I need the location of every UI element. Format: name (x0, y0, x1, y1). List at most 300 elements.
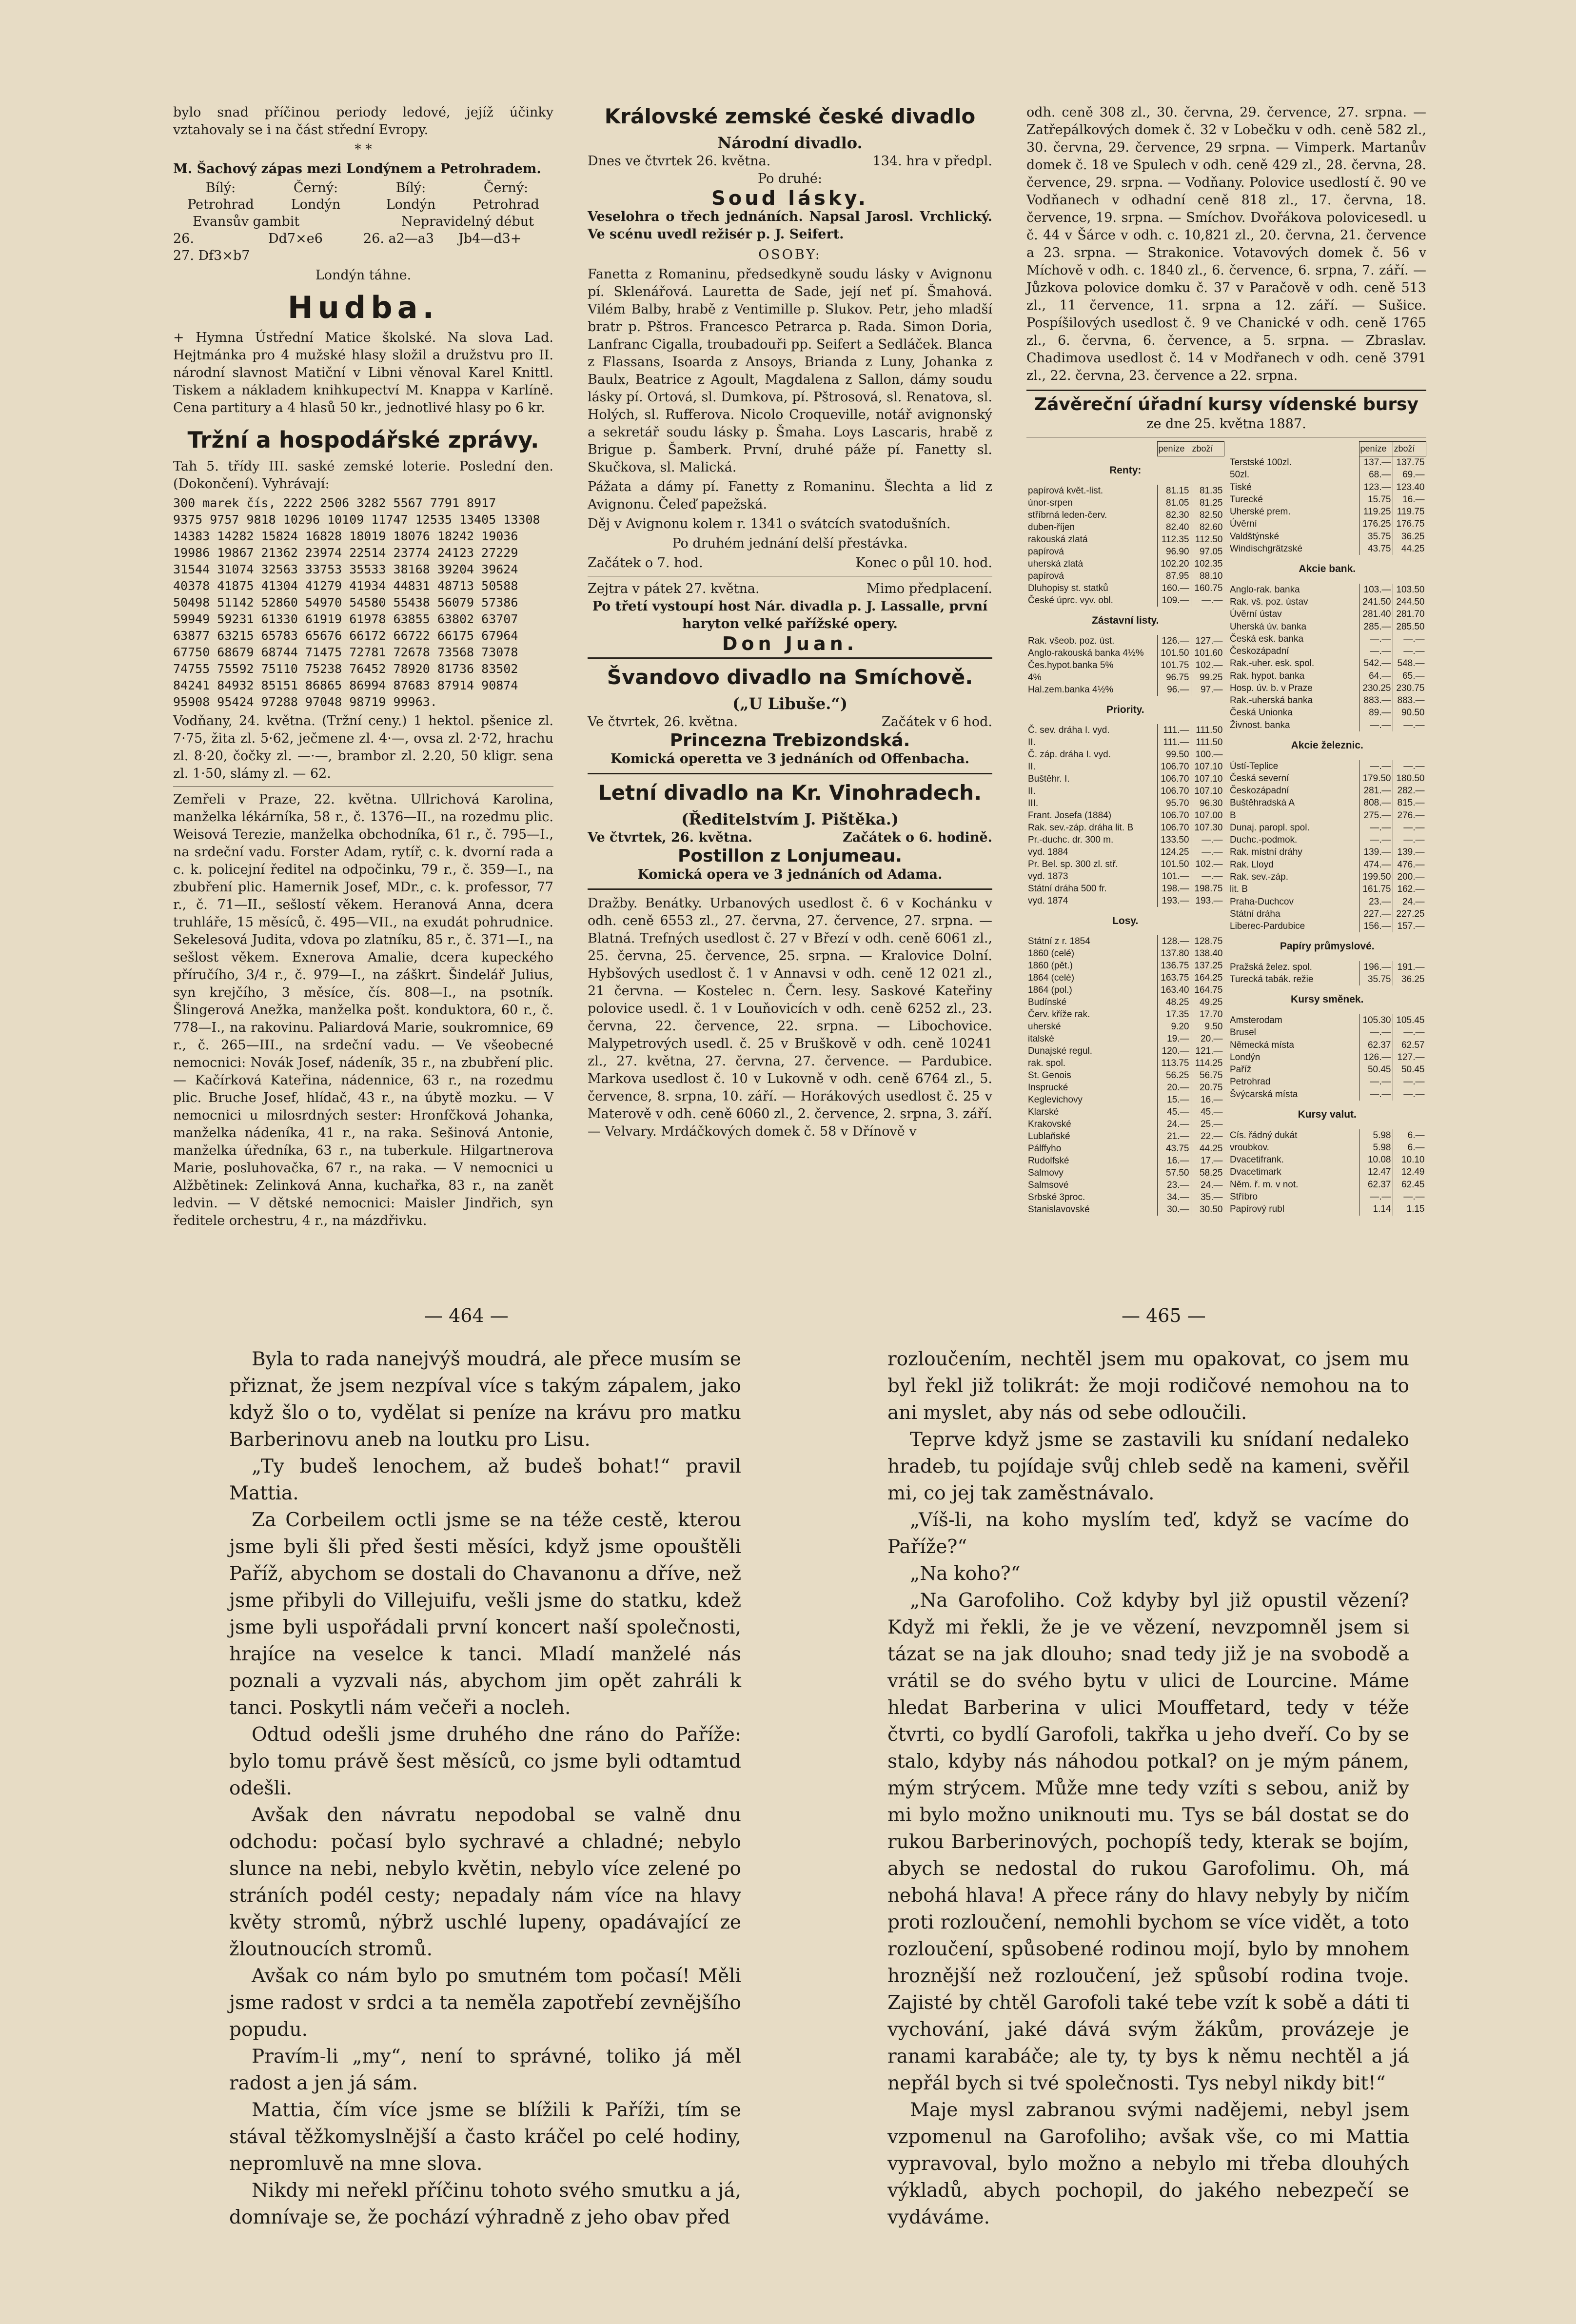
bursa-heading: Závěreční úřadní kursy vídenské bursy (1034, 394, 1418, 414)
table-row (1228, 1129, 1426, 1142)
table-row (1228, 518, 1426, 530)
price-goods: 123.40 (1393, 481, 1426, 493)
price-money: 81.05 (1157, 497, 1191, 509)
table-row (1026, 558, 1224, 570)
table-row (1026, 822, 1224, 834)
security-name: Rak. hypot. banka (1230, 670, 1305, 681)
osoby-list: Fanetta z Romaninu, předsedkyně soudu lásky v Avignonu pí. Sklenářová. Lauretta de Sade, její neť pí. Šmahová. Vilém Balby, hrabě z Ventimille p. Slukov. Petr, jeho mladší bratr p. Pštros. Francesco Petrarca p. Rada. Simon Doria, Lanfranc Cigalla, troubadouři pp. Seifert a Sedláček. Blanca z Flassans, Isoarda z Ansoys, Brianda z Luny, Johanka z Baulx, Beatrice z Agoult, Magdalena z Sallon, dámy soudu lásky pí. Ortová, sl. Dumkova, pí. Pštrosová, sl. Renatova, sl. Holých, sl. Rufferova. Nicolo Croqueville, notář avignonský a sekretář soudu lásky p. Šmaha. Loys Lascaris, hrabě z Brigue p. Šamberk. První, druhé páže pí. Fanetty sl. Skučkova, sl. Malická. (588, 267, 992, 475)
letni-date-row (588, 829, 992, 847)
price-money: 137.80 (1157, 947, 1191, 960)
price-money: 62.37 (1359, 1179, 1393, 1191)
table-row (1026, 960, 1224, 972)
security-name: Buštěhradská A (1230, 798, 1295, 808)
security-name: Německá místa (1230, 1040, 1294, 1050)
security-name: Rak.-uherská banka (1230, 695, 1313, 706)
table-row (1026, 647, 1224, 659)
security-name: Amsterodam (1230, 1015, 1282, 1026)
kral-second: Po druhé: (758, 171, 822, 186)
price-money: 883.— (1359, 694, 1393, 707)
price-goods: 62.45 (1393, 1179, 1426, 1191)
security-name: Turecké (1230, 494, 1263, 505)
price-goods: —.— (1393, 822, 1426, 834)
security-name: Uherské prem. (1230, 507, 1291, 517)
price-money: 68.— (1359, 469, 1393, 481)
chess-move-1: 26. (173, 231, 194, 246)
price-goods: 17.70 (1191, 1008, 1224, 1021)
price-goods: 137.25 (1191, 960, 1224, 972)
price-goods: 103.50 (1393, 584, 1426, 596)
security-name: Dvacetifrank. (1230, 1155, 1284, 1165)
price-goods: —.— (1393, 633, 1426, 645)
price-goods: 285.50 (1393, 621, 1426, 633)
security-name: Česká Unionka (1230, 708, 1293, 718)
security-name: Česká severní (1230, 773, 1289, 784)
security-name: duben-říjen (1028, 522, 1075, 532)
table-row (1228, 883, 1426, 895)
price-money: —.— (1359, 633, 1393, 645)
security-name: Stříbro (1230, 1191, 1258, 1202)
table-row (1026, 858, 1224, 870)
price-money: —.— (1359, 822, 1393, 834)
bursa-table-right (1228, 441, 1426, 1216)
price-goods: 139.— (1393, 846, 1426, 858)
table-row (1026, 1008, 1224, 1021)
price-goods: 193.— (1191, 895, 1224, 907)
price-money: —.— (1359, 1088, 1393, 1101)
security-name: 1864 (pol.) (1028, 985, 1072, 995)
security-name: Rak. sev.-záp. (1230, 871, 1289, 882)
table-row (1228, 481, 1426, 493)
price-money: 176.25 (1359, 518, 1393, 530)
price-money: 35.75 (1359, 531, 1393, 543)
price-money: —.— (1359, 645, 1393, 657)
table-corner (1228, 442, 1359, 456)
security-name: lit. B (1230, 884, 1248, 895)
security-name: uherská zlatá (1028, 559, 1084, 569)
svandovo-subheading: („U Libuše.“) (732, 694, 847, 713)
table-row (1228, 506, 1426, 518)
table-row (1026, 870, 1224, 883)
price-money: 111.— (1157, 724, 1191, 736)
table-row (1228, 846, 1426, 858)
price-money: 43.75 (1359, 543, 1393, 555)
price-goods: 107.00 (1191, 809, 1224, 822)
price-goods: 81.25 (1191, 497, 1224, 509)
security-name: Insprucké (1028, 1083, 1068, 1093)
security-name: Rak. místní dráhy (1230, 847, 1302, 858)
price-money: 285.— (1359, 621, 1393, 633)
security-name: Duchc.-podmok. (1230, 835, 1298, 846)
table-row (1026, 785, 1224, 797)
security-name: Liberec-Pardubice (1230, 921, 1305, 932)
security-name: 1860 (celé) (1028, 948, 1075, 959)
security-name: vyd. 1873 (1028, 871, 1068, 882)
chess-footer: Londýn táhne. (315, 268, 412, 283)
price-money: 193.— (1157, 895, 1191, 907)
price-goods: 82.60 (1191, 521, 1224, 533)
novel-paragraph: „Na koho?“ (910, 1563, 1021, 1585)
security-name: Úvěrní (1230, 519, 1257, 530)
chess-head-3: Bílý: (395, 180, 426, 196)
security-name: vyd. 1884 (1028, 847, 1068, 857)
security-name: Turecká tabák. režie (1230, 974, 1314, 985)
price-goods: 137.75 (1393, 456, 1426, 469)
table-row (1026, 984, 1224, 996)
price-money: 275.— (1359, 809, 1393, 822)
price-goods: 12.49 (1393, 1166, 1426, 1178)
table-row (1228, 469, 1426, 481)
price-goods: —.— (1191, 846, 1224, 858)
zejtra-note: Mimo předplacení. (867, 581, 992, 596)
price-money: 281.— (1359, 785, 1393, 797)
price-goods: 107.30 (1191, 822, 1224, 834)
security-name: Rak. sev.-záp. dráha lit. B (1028, 823, 1134, 833)
table-row (1228, 1039, 1426, 1051)
table-row (1228, 1026, 1426, 1039)
price-goods: —.— (1191, 834, 1224, 846)
narodni-divadlo-subheading: Národní divadlo. (717, 134, 863, 152)
security-name: vyd. 1874 (1028, 896, 1068, 906)
novel-paragraph: Za Corbeilem octli jsme se na téže cestě, kterou jsme byli šli před šesti měsíci, když jsme opouštěli Paříž, abychom se dostali do Chavanonu a dříve, než jsme přibyli do Villejuifu, vešli jsme do statku, kdež jsme byli uspořádali první koncert naší společnosti, hrajíce na veselce k tanci. Mladí manželé nás poznali a vyzvali nás, abychom jim opět zahráli k tanci. Poskytli nám večeři a nocleh. (229, 1509, 741, 1719)
section-label: Kursy směnek. (1291, 994, 1364, 1005)
price-goods: 176.75 (1393, 518, 1426, 530)
middle-column (588, 104, 992, 1142)
security-name: papírová (1028, 547, 1064, 557)
table-row (1026, 456, 1224, 485)
table-row (1026, 1106, 1224, 1118)
chess-title: M. Šachový zápas mezi Londýnem a Petrohradem. (173, 161, 541, 177)
intro-text: bylo snad příčinou periody ledové, jejíž účinky vztahovaly se i na část střední Evropy. (173, 105, 553, 138)
table-row (1228, 1142, 1426, 1154)
table-row (1026, 546, 1224, 558)
drazby-continued: odh. ceně 308 zl., 30. června, 29. července, 27. srpna. — Zatřepálkových domek č. 32 v Lobečku v odh. ceně 582 zl., 30. června, 29. července, 29 srpna. — Vimperk. Martanův domek č. 18 ve Spulech v odh. ceně 429 zl., 28. června, 28. července, 29. srpna. — Vodňany. Polovice usedlostí č. 90 ve Vodňanech v odhadní ceně 818 zl., 17. června, 18. července, 19. srpna. — Smíchov. Dvořákova polovicesedl. u č. 44 v Šárce v odh. c. 10,821 zl., 20. června, 21. července a 23. srpna. — Strakonice. Votavových domek č. 56 v Míchově v odh. c. 1840 zl., 6. července, 6. srpna, 7. září. — Jůzkova polovice domku č. 37 v Paračově v odh. ceně 513 zl., 11 července, 11. srpna a 12. září. — Sušice. Pospíšilových usedlost č. 9 ve Chanické v odh. ceně 1765 zl., 6. června, 6. července, a 5. srpna. — Zbraslav. Chadimova usedlost č. 14 v Modřanech v odh. ceně 3791 zl., 22. června, 23. července a 22. srpna. (1026, 105, 1426, 383)
table-row (1026, 846, 1224, 858)
osoby-title: OSOBY: (758, 247, 822, 262)
price-money: 34.— (1157, 1191, 1191, 1203)
price-money: 30.— (1157, 1203, 1191, 1216)
novel-paragraph: Nikdy mi neřekl příčinu tohoto svého smutku a já, domnívaje se, že pochází výhradně z jeho obav před (229, 2180, 741, 2228)
security-name: Papírový rubl (1230, 1204, 1284, 1215)
price-goods: 127.— (1393, 1051, 1426, 1064)
security-name: Státní dráha 500 fr. (1028, 884, 1107, 894)
letni-date: Ve čtvrtek, 26. května. (588, 830, 752, 845)
section-label: Priority. (1106, 704, 1144, 715)
table-row (1228, 493, 1426, 506)
table-row (1026, 1155, 1224, 1167)
price-goods: 49.25 (1191, 996, 1224, 1008)
security-name: rakouská zlatá (1028, 534, 1088, 545)
table-row (1026, 1130, 1224, 1142)
security-name: Ústí-Teplice (1230, 761, 1279, 771)
price-goods: 22.— (1191, 1130, 1224, 1142)
novel-paragraph: Byla to rada nanejvýš moudrá, ale přece musím se přiznat, že jsem nezpíval více s takým zápalem, jako když šlo o to, vydělat si peníze na krávu pro matku Barberinovu aneb na loutku pro Lisu. (229, 1348, 741, 1451)
chess-head-1: Bílý: (205, 180, 236, 196)
price-goods: 69.— (1393, 469, 1426, 481)
novel-paragraph: „Na Garofoliho. Což kdyby byl již opustil vězení? Když mi řekli, že je ve vězení, nevzpomněl jsem si tázat se na jak dlouho; snad tedy již je na svobodě a vrátil se do svého bytu v ulici de Lourcine. Máme hledat Barberina v ulici Mouffetard, tedy v téže čtvrti, co bydlí Garofoli, takřka u jeho dveří. Co by se stalo, kdyby nás náhodou potkal? on je mým pánem, mým strýcem. Může mne tedy vzíti s sebou, aniž by mi bylo možno uniknouti mu. Tys se bál dostat se do rukou Barberinových, pochopíš tedy, kterak se bojím, abych se nedostal do rukou Garofolimu. Oh, má nebohá hlava! A přece rány do hlavy nebyly by ničím proti rozloučení, nemohli bychom se více vidět, a toto rozloučení, spůsobené rodinou mojí, bylo by mnohem hroznější než rozloučení, jež spůsobí rodina tvoje. Zajisté by chtěl Garofoli také tebe vzít k sobě a dáti ti vychování, jaké dává svým žákům, provázeje je ranami karabáče; ale ty, ty bys k němu nechtěl a já nepřál bych si tvé společnosti. Tys nebyl nikdy bit!“ (887, 1590, 1409, 2094)
price-goods: 102.— (1191, 858, 1224, 870)
table-row (1228, 760, 1426, 772)
price-goods: 200.— (1393, 871, 1426, 883)
price-money: 120.— (1157, 1045, 1191, 1057)
table-row (1026, 996, 1224, 1008)
price-goods: 227.25 (1393, 908, 1426, 920)
table-row (1228, 785, 1426, 797)
price-money: 199.50 (1359, 871, 1393, 883)
table-row (1228, 908, 1426, 920)
table-row (1026, 684, 1224, 696)
bursa-left-body (1026, 456, 1224, 1216)
loterie-numbers: 300 marek čís, 2222 2506 3282 5567 7791 8917 9375 9757 9818 10296 10109 11747 12535 13405 13308 14383 14282 15824 16828 18019 18076 18242 19036 19986 19867 21362 23974 22514 23774 24123 27229 31544 31074 32563 33753 35533 38168 39204 39624 40378 41875 41304 41279 41934 44831 48713 50588 50498 51142 52860 54970 54580 55438 56079 57386 59949 59231 61330 61919 61978 63855 63802 63707 63877 63215 65783 65676 66172 66722 66175 67964 67750 68679 68744 71475 72781 72678 73568 73078 74755 75592 75110 75238 76452 78920 81736 83502 84241 84932 85151 86865 86994 87683 87914 90874 95908 95424 97288 97048 98719 99963. (173, 496, 540, 709)
price-money: —.— (1359, 1191, 1393, 1203)
svandovo-heading: Švandovo divadlo na Smíchově. (607, 665, 973, 689)
chess-moves (173, 231, 553, 247)
price-goods: —.— (1393, 1191, 1426, 1203)
security-name: II. (1028, 786, 1036, 796)
security-name: papírová květ.-list. (1028, 486, 1103, 496)
vodnany-prices: Vodňany, 24. května. (Tržní ceny.) 1 hektol. pšenice zl. 7·75, žita zl. 5·62, ječmene zl. 4·—, ovsa zl. 2·72, hrachu zl. 8·20, čočky zl. —·—, brambor zl. 2.20, 50 kligr. sena zl. 1·50, slámy zl. — 62. (173, 713, 553, 781)
kral-description: Veselohra o třech jednáních. Napsal Jarosl. Vrchlický. Ve scénu uvedl režisér p. J. Seifert. (588, 209, 992, 242)
table-row (1228, 1203, 1426, 1216)
price-money: 87.95 (1157, 570, 1191, 582)
section-label: Akcie bank. (1299, 563, 1356, 575)
table-row (1026, 724, 1224, 736)
section-label: Kursy valut. (1298, 1108, 1357, 1120)
price-goods: 282.— (1393, 785, 1426, 797)
table-row (1026, 1069, 1224, 1082)
price-money: 82.30 (1157, 509, 1191, 521)
table-row (1228, 596, 1426, 608)
table-row (1026, 1045, 1224, 1057)
table-row (1026, 659, 1224, 671)
security-name: únor-srpen (1028, 498, 1073, 508)
section-label: Losy. (1112, 915, 1139, 926)
security-name: Krakovské (1028, 1119, 1071, 1129)
chess-openings (173, 213, 553, 231)
price-money: 106.70 (1157, 773, 1191, 785)
svand-date: Ve čtvrtek, 26. května. (588, 714, 738, 729)
security-name: Rak.-uher. esk. spol. (1230, 658, 1315, 669)
letni-play-title: Postillon z Lonjumeau. (678, 846, 902, 866)
security-name: Brusel (1230, 1027, 1256, 1038)
price-goods: 88.10 (1191, 570, 1224, 582)
chess-move-4: Jb4—d3+ (458, 231, 522, 246)
price-money: —.— (1359, 719, 1393, 731)
novel-paragraph: „Ty budeš lenochem, až budeš bohat!“ pravil Mattia. (229, 1456, 741, 1504)
table-row (1228, 682, 1426, 694)
price-goods: 97.— (1191, 684, 1224, 696)
security-name: Londýn (1230, 1052, 1261, 1063)
pazata-text: Pážata a dámy pí. Fanetty z Romaninu. Šlechta a lid z Avignonu. Čeleď papežská. (588, 479, 992, 512)
novel-paragraph: Avšak den návratu nepodobal se valně dnu odchodu: počasí bylo sychravé a chladné; nebylo slunce na nebi, nebylo květin, nebylo více zelené po stráních podél cesty; nepadaly nám více na hlavy květy stromů, nýbrž uschlé lupeny, opadávající ze žloutnoucích stromů. (229, 1804, 741, 1960)
price-goods: 9.50 (1191, 1021, 1224, 1033)
price-money: 48.25 (1157, 996, 1191, 1008)
price-goods: 198.75 (1191, 883, 1224, 895)
price-money: 19.— (1157, 1033, 1191, 1045)
price-money: 163.75 (1157, 972, 1191, 984)
price-money: 163.40 (1157, 984, 1191, 996)
table-row (1228, 719, 1426, 731)
svand-description: Komická operetta ve 3 jednáních od Offenbacha. (611, 751, 969, 767)
price-goods: —.— (1393, 1076, 1426, 1088)
price-money: 96.90 (1157, 546, 1191, 558)
price-money: 64.— (1359, 670, 1393, 682)
price-money: 21.— (1157, 1130, 1191, 1142)
security-name: 1860 (pět.) (1028, 961, 1073, 971)
kral-play-title: Soud lásky. (711, 187, 869, 210)
price-goods: 119.75 (1393, 506, 1426, 518)
price-goods: 56.75 (1191, 1069, 1224, 1082)
price-money: 103.— (1359, 584, 1393, 596)
price-goods: —.— (1393, 760, 1426, 772)
table-row (1228, 1088, 1426, 1101)
table-row (1026, 834, 1224, 846)
table-row (1228, 797, 1426, 809)
column-header-goods: zboží (1393, 442, 1426, 456)
security-name: Budínské (1028, 997, 1067, 1007)
price-goods: 24.— (1191, 1179, 1224, 1191)
svandovo-date-row (588, 713, 992, 731)
security-name: Živnost. banka (1230, 720, 1290, 730)
security-name: Buštěhr. I. (1028, 774, 1070, 784)
price-money: 96.75 (1157, 671, 1191, 684)
price-goods: 281.70 (1393, 608, 1426, 620)
security-name: Úvěrní ústav (1230, 609, 1282, 620)
price-money: 106.70 (1157, 809, 1191, 822)
table-row (1026, 947, 1224, 960)
price-money: 109.— (1157, 594, 1191, 607)
price-money: —.— (1359, 760, 1393, 772)
table-row (1228, 707, 1426, 719)
table-row (1228, 859, 1426, 871)
table-row (1228, 645, 1426, 657)
table-row (1026, 1094, 1224, 1106)
chess-move-3: 26. a2—a3 (363, 231, 434, 246)
price-goods: 6.— (1393, 1129, 1426, 1142)
table-row (1026, 485, 1224, 497)
hudba-text: + Hymna Ústřední Matice školské. Na slova Lad. Hejtmánka pro 4 mužské hlasy složil a družstvu pro II. národní slavnost Matiční v Libni věnoval Karel Knittl. Tiskem a nákladem knihkupectví M. Knappa v Karlíně. Cena partitury a 4 hlasů 50 kr., jednotlivé hlasy po 6 kr. (173, 330, 553, 415)
security-name: Hosp. úv. b. v Praze (1230, 683, 1313, 693)
price-money: 119.25 (1359, 506, 1393, 518)
table-row (1026, 521, 1224, 533)
price-goods: 81.35 (1191, 485, 1224, 497)
table-row (1026, 907, 1224, 935)
price-money: 123.— (1359, 481, 1393, 493)
divider (588, 773, 992, 774)
price-money: 24.— (1157, 1118, 1191, 1130)
security-name: 1864 (celé) (1028, 973, 1075, 983)
price-goods: 36.25 (1393, 531, 1426, 543)
table-row (1228, 822, 1426, 834)
table-row (1026, 1191, 1224, 1203)
table-row (1026, 1167, 1224, 1179)
price-goods: 230.75 (1393, 682, 1426, 694)
security-name: 4% (1028, 672, 1042, 683)
price-goods: 112.50 (1191, 533, 1224, 546)
price-goods: 114.25 (1191, 1057, 1224, 1069)
price-money: 808.— (1359, 797, 1393, 809)
table-row (1228, 456, 1426, 469)
price-money: 179.50 (1359, 772, 1393, 785)
novel-paragraph: Avšak co nám bylo po smutném tom počasí! Měli jsme radost v srdci a ta neměla zapotřebí zevnějšího popudu. (229, 1965, 741, 2041)
price-money: 101.50 (1157, 647, 1191, 659)
price-money: 5.98 (1359, 1142, 1393, 1154)
price-money: 160.— (1157, 582, 1191, 594)
price-goods: 44.25 (1393, 543, 1426, 555)
security-name: Uherská úv. banka (1230, 621, 1307, 632)
price-money: 89.— (1359, 707, 1393, 719)
chess-city-3: Londýn (386, 197, 436, 212)
novel-paragraph: rozloučením, nechtěl jsem mu opakovat, co jsem mu byl řekl již tolikrát: že moji rodičové nemohou na to ani myslet, aby nás od sebe odloučili. (887, 1348, 1409, 1424)
security-name: Keglevichovy (1028, 1095, 1083, 1105)
table-row (1026, 1179, 1224, 1191)
table-row (1026, 570, 1224, 582)
chess-opening-2: Nepravidelný début (401, 214, 534, 229)
security-name: Českozápadní (1230, 786, 1289, 796)
table-row (1228, 621, 1426, 633)
price-money: 1.14 (1359, 1203, 1393, 1216)
security-name: Rak. všeob. poz. úst. (1028, 636, 1115, 646)
novel-paragraph: Teprve když jsme se zastavili ku snídaní nedaleko hradeb, tu pojídaje svůj chleb sedě na kameni, svěřil mi, co jej tak zaměstnávalo. (887, 1429, 1409, 1504)
price-goods: 25.— (1191, 1118, 1224, 1130)
dej-text: Děj v Avignonu kolem r. 1341 o svátcích svatodušních. (588, 516, 951, 532)
price-money: 23.— (1359, 896, 1393, 908)
price-money: 20.— (1157, 1082, 1191, 1094)
price-goods: 157.— (1393, 920, 1426, 932)
table-row (1026, 935, 1224, 947)
table-row (1228, 584, 1426, 596)
price-goods: 111.50 (1191, 736, 1224, 748)
price-money: 139.— (1359, 846, 1393, 858)
price-money: 105.30 (1359, 1014, 1393, 1026)
price-money: 57.50 (1157, 1167, 1191, 1179)
chess-city-1: Petrohrad (187, 197, 254, 212)
price-goods: —.— (1393, 1088, 1426, 1101)
price-money: 16.— (1157, 1155, 1191, 1167)
kral-performance: 134. hra v předpl. (872, 154, 992, 169)
price-goods: 476.— (1393, 859, 1426, 871)
security-name: II. (1028, 737, 1036, 748)
left-column (173, 104, 553, 1232)
table-row (1228, 531, 1426, 543)
price-money: 227.— (1359, 908, 1393, 920)
price-money: 101.50 (1157, 858, 1191, 870)
table-row (1228, 920, 1426, 932)
table-row (1228, 932, 1426, 961)
kral-times (588, 554, 992, 572)
bursa-tables (1026, 441, 1426, 1216)
column-header-goods: zboží (1191, 442, 1224, 456)
price-money: 281.40 (1359, 608, 1393, 620)
price-goods: —.— (1191, 870, 1224, 883)
price-money: 15.75 (1359, 493, 1393, 506)
security-name: St. Genois (1028, 1070, 1071, 1081)
security-name: Českozápadní (1230, 646, 1289, 657)
chess-move-27: 27. Df3×b7 (173, 248, 250, 263)
price-money: 17.35 (1157, 1008, 1191, 1021)
table-row (1228, 1064, 1426, 1076)
price-goods: 101.60 (1191, 647, 1224, 659)
table-row (1228, 1154, 1426, 1166)
price-goods: 30.50 (1191, 1203, 1224, 1216)
table-row (1026, 1057, 1224, 1069)
price-goods: 17.— (1191, 1155, 1224, 1167)
table-row (1026, 1082, 1224, 1094)
security-name: Anglo-rakouská banka 4½% (1028, 648, 1144, 658)
loterie-intro: Tah 5. třídy III. saské zemské loterie. Poslední den. (Dokončení). Vyhrávají: (173, 459, 553, 492)
price-goods: 107.10 (1191, 773, 1224, 785)
security-name: Čes.hypot.banka 5% (1028, 660, 1114, 670)
price-money: 126.— (1359, 1051, 1393, 1064)
